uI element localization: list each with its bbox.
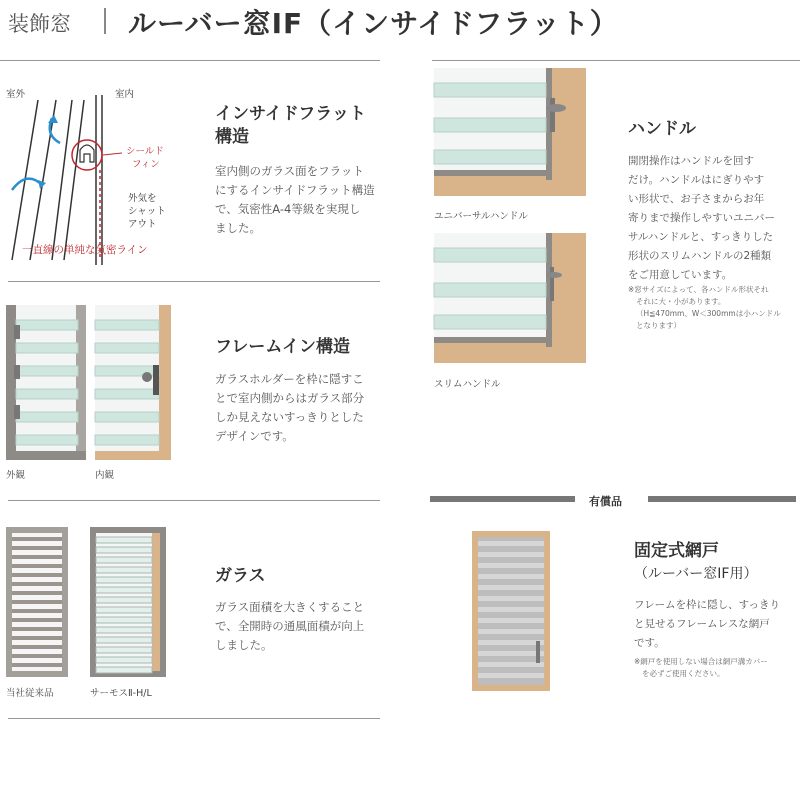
badge-rule-right <box>648 496 796 502</box>
louver-slat <box>96 557 152 563</box>
louver-slat <box>12 591 62 595</box>
louver-slat <box>96 547 152 553</box>
divider <box>8 281 380 282</box>
badge-rule-left <box>430 496 575 502</box>
louver-slat <box>12 564 62 568</box>
divider <box>0 60 380 61</box>
divider <box>8 718 380 719</box>
screen-note <box>634 656 768 680</box>
body-line: ガラスホルダーを枠に隠すこ <box>215 372 364 386</box>
louver-slat <box>478 618 544 623</box>
body-line: で、気密性A-4等級を実現し <box>215 202 361 216</box>
body-line: 寄りまで操作しやすいユニバー <box>628 212 775 224</box>
louver-slat <box>96 577 152 583</box>
caption-outside: 外観 <box>6 470 26 481</box>
inside-flat-diagram <box>0 95 200 265</box>
shut-out-line: 外気を <box>128 193 157 204</box>
handle-body <box>628 152 775 285</box>
body-line: サルハンドルと、すっきりした <box>628 231 774 243</box>
frame-in-outside-photo <box>6 305 86 460</box>
divider <box>432 60 800 61</box>
glass-heading: ガラス <box>215 566 266 586</box>
body-line: にするインサイドフラット構造 <box>215 183 375 197</box>
louver-slat <box>96 537 152 543</box>
header-divider <box>104 8 106 34</box>
body-line: 形状のスリムハンドルの2種類 <box>628 250 772 262</box>
louver-slat <box>96 667 152 673</box>
body-line: と見せるフレームレスな網戸 <box>634 618 770 630</box>
body-line: ました。 <box>215 221 261 235</box>
shut-out-line: シャット <box>128 206 166 217</box>
seal-fin-line: フィン <box>132 159 160 170</box>
shut-out-label <box>128 192 166 231</box>
louver-slat <box>478 574 544 579</box>
outside-label: 室外 <box>6 89 26 100</box>
louver-slat <box>12 618 62 622</box>
body-line: い形状で、お子さまからお年 <box>628 193 765 205</box>
seal-fin-label <box>126 145 164 171</box>
body-line: です。 <box>634 637 665 649</box>
note-line: （H≦470mm、W＜300mmは小ハンドル <box>636 309 781 318</box>
note-line: ※窓サイズによって、各ハンドル形状それ <box>628 285 769 294</box>
louver-slat <box>478 651 544 656</box>
caption-old: 当社従来品 <box>6 688 54 699</box>
body-line: 開閉操作はハンドルを回す <box>628 155 754 167</box>
category-label: 装飾窓 <box>8 12 71 36</box>
louver-slat <box>12 627 62 631</box>
louver-slat <box>12 573 62 577</box>
note-line: を必ずご使用ください。 <box>642 669 725 678</box>
louver-slat <box>478 629 544 634</box>
inside-flat-body <box>215 162 375 238</box>
body-line: しか見えないすっきりとした <box>215 410 364 424</box>
handle-note <box>628 284 781 332</box>
body-line: とで室内側からはガラス部分 <box>215 391 365 405</box>
airtight-line-label: 一直線の単純な気密ライン <box>22 244 148 256</box>
paid-option-badge: 有償品 <box>589 495 622 508</box>
louver-slat <box>12 609 62 613</box>
note-line: それに大・小があります。 <box>636 297 726 306</box>
louver-slat <box>478 662 544 667</box>
page-title: ルーバー窓IF（インサイドフラット） <box>128 7 619 40</box>
slim-handle-photo <box>434 233 586 363</box>
inside-label: 室内 <box>115 89 135 100</box>
body-line: で、全開時の通風面積が向上 <box>215 619 365 633</box>
frame-in-heading: フレームイン構造 <box>215 337 350 357</box>
louver-slat <box>12 537 62 541</box>
heading-line: 構造 <box>215 127 249 147</box>
body-line: しました。 <box>215 638 273 652</box>
louver-slat <box>12 636 62 640</box>
louver-slat <box>12 582 62 586</box>
glass-body <box>215 598 364 655</box>
louver-slat <box>478 640 544 645</box>
louver-slat <box>96 637 152 643</box>
louver-slat <box>96 647 152 653</box>
frame-in-inside-photo <box>95 305 171 460</box>
caption-new: サーモスⅡ-H/L <box>90 688 152 699</box>
louver-slat <box>478 673 544 678</box>
louver-slat <box>478 552 544 557</box>
louver-slat <box>96 567 152 573</box>
louver-slat <box>478 541 544 546</box>
body-line: デザインです。 <box>215 429 294 443</box>
heading-line: インサイドフラット <box>215 104 366 124</box>
body-line: だけ。ハンドルはにぎりやす <box>628 174 765 186</box>
universal-handle-photo <box>434 68 586 196</box>
body-line: 室内側のガラス面をフラット <box>215 164 364 178</box>
louver-slat <box>96 607 152 613</box>
louver-slat <box>478 585 544 590</box>
louver-slat <box>96 657 152 663</box>
louver-slat <box>96 617 152 623</box>
body-line: フレームを枠に隠し、すっきり <box>634 599 780 611</box>
louver-slat <box>478 596 544 601</box>
handle-heading: ハンドル <box>628 119 696 139</box>
inside-flat-heading <box>215 103 366 149</box>
caption-slim-handle: スリムハンドル <box>434 379 501 390</box>
fixed-screen-photo <box>472 531 550 691</box>
note-line: となります） <box>636 321 681 330</box>
glass-new-photo <box>90 527 166 677</box>
louver-slat <box>12 546 62 550</box>
screen-body <box>634 596 780 653</box>
caption-inside: 内観 <box>95 470 115 481</box>
louver-slat <box>12 555 62 559</box>
glass-old-photo <box>6 527 68 677</box>
note-line: ※網戸を使用しない場合は網戸溝カバー <box>634 657 768 666</box>
frame-in-body <box>215 370 364 446</box>
shut-out-line: アウト <box>128 219 157 230</box>
screen-subheading: （ルーバー窓IF用） <box>634 566 758 582</box>
seal-fin-line: シールド <box>126 146 164 157</box>
louver-slat <box>96 587 152 593</box>
louver-slat <box>12 600 62 604</box>
louver-slat <box>12 654 62 658</box>
divider <box>8 500 380 501</box>
body-line: ガラス面積を大きくすること <box>215 600 365 614</box>
body-line: をご用意しています。 <box>628 269 733 281</box>
screen-heading: 固定式網戸 <box>634 541 719 561</box>
louver-slat <box>96 597 152 603</box>
louver-slat <box>96 627 152 633</box>
louver-slat <box>12 663 62 667</box>
caption-universal-handle: ユニバーサルハンドル <box>434 211 528 222</box>
louver-slat <box>478 607 544 612</box>
louver-slat <box>12 645 62 649</box>
louver-slat <box>478 563 544 568</box>
